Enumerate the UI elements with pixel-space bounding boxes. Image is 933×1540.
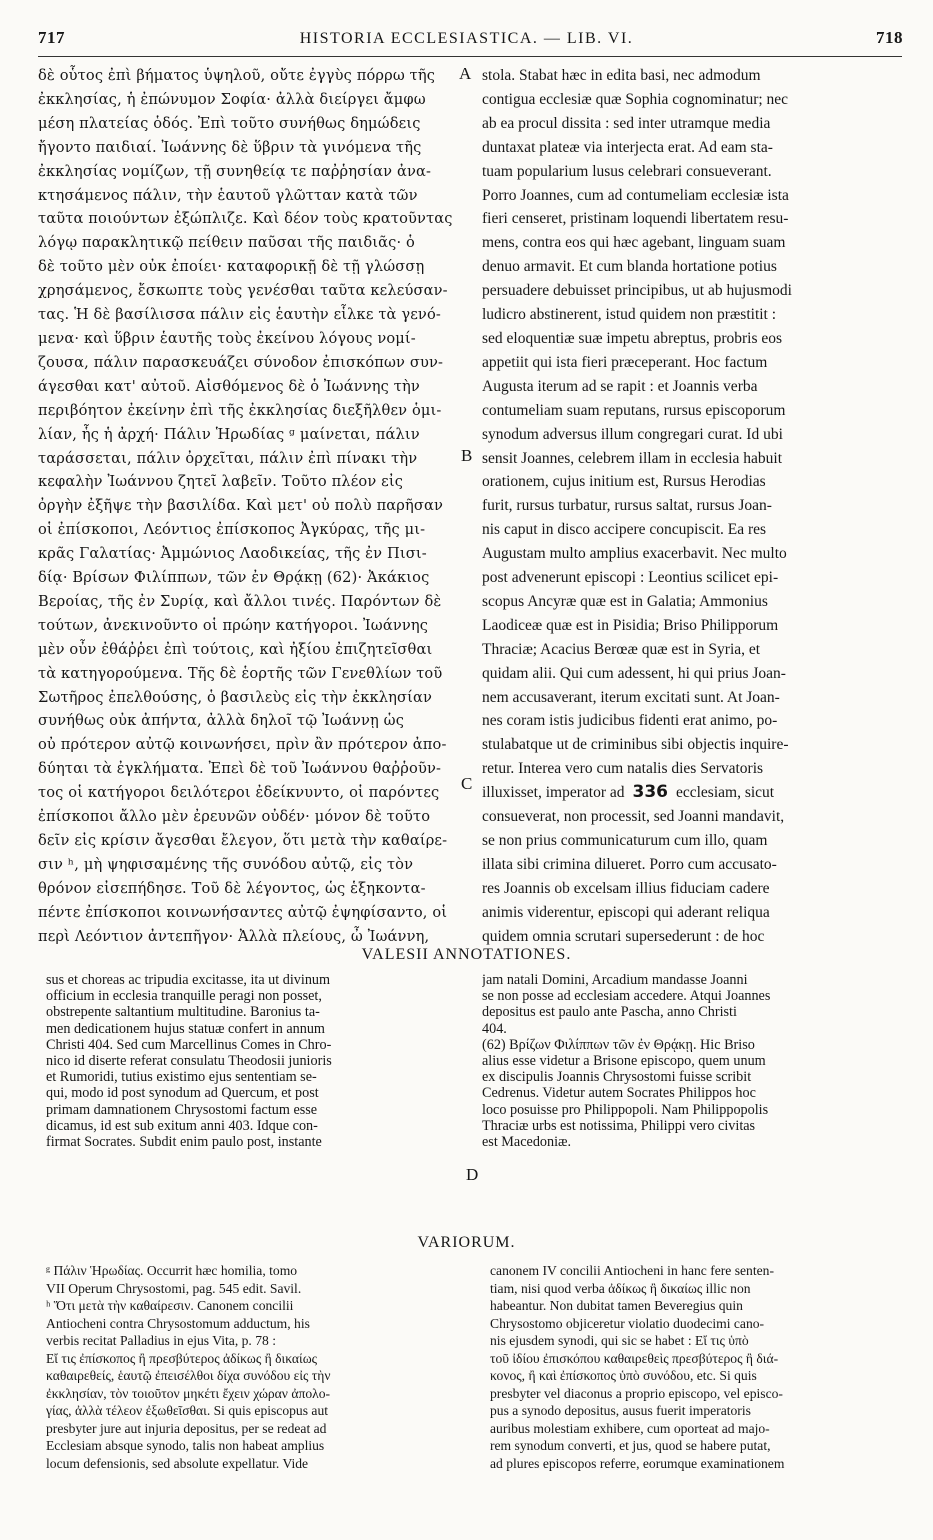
latin-line: nem accusaverant, iterum excitati sunt. At Joan- <box>482 688 780 706</box>
column-page-marker: 336 <box>632 782 668 803</box>
valesii-right-line: loco posuisse pro Philippopoli. Nam Philippopolis <box>482 1101 769 1118</box>
greek-line: κρᾶς Γαλατίας· Ἀμμώνιος Λαοδικείας, τῆς ἐν Πισι- <box>38 545 427 563</box>
valesii-left-column <box>46 972 460 1150</box>
greek-line: ὀργὴν ἐξῆψε τὴν βασιλίδα. Καὶ μετ' οὐ πολὺ παρῆσαν <box>38 497 444 515</box>
latin-line: Porro Joannes, cum ad contumeliam ecclesiæ ista <box>482 186 789 204</box>
latin-line: denuo armavit. Et cum blanda hortatione potius <box>482 258 777 276</box>
latin-line: mens, contra eos qui hæc agebant, linguam suam <box>482 234 786 252</box>
valesii-left-line: et Rumoridi, tutius existimo ejus sententiam se- <box>46 1069 317 1086</box>
latin-line: Laodiceæ quæ est in Pisidia; Briso Philipporum <box>482 616 779 634</box>
greek-line: δὲ οὗτος ἐπὶ βήματος ὑψηλοῦ, οὔτε ἐγγὺς πόρρω τῆς <box>38 67 436 84</box>
right-page-number: 718 <box>876 28 903 47</box>
valesii-left-line: nico id diserte referat consulatu Theodosii junioris <box>46 1053 332 1070</box>
variorum-right-line: ad plures episcopos referre, eorumque examinationem <box>490 1455 785 1471</box>
valesii-right-line: est Macedoniæ. <box>482 1134 572 1151</box>
latin-line: illata sibi crimina dilueret. Porro cum accusato- <box>482 855 777 873</box>
greek-line: πέντε ἐπίσκοποι κοινωνήσαντες αὐτῷ ἐψηφίσαντο, οἱ <box>38 903 448 921</box>
latin-line: ab ea procul dissita : sed inter utramque media <box>482 114 771 132</box>
latin-line: nes coram istis judicibus fidenti erat animo, po- <box>482 712 778 730</box>
greek-line: κτησάμενος πάλιν, τὴν ἑαυτοῦ γλῶτταν κατὰ τῶν <box>38 186 418 204</box>
latin-line: Augustam multo amplius exacerbavit. Nec multo <box>482 545 787 563</box>
greek-line: τὰ κατηγορούμενα. Τῆς δὲ ἑορτῆς τῶν Γενεθλίων τοῦ <box>38 664 443 682</box>
latin-line: res Joannis ob excelsam illius fiduciam cadere <box>482 879 770 897</box>
greek-line: οἱ ἐπίσκοποι, Λεόντιος ἐπίσκοπος Ἀγκύρας, τῆς μι- <box>38 521 426 539</box>
latin-line: Augusta iterum ad se rapit : et Joannis verba <box>482 377 758 395</box>
variorum-left-line: καθαιρεθείς, ἑαυτῷ ἐπεισέλθοι δίχα συνόδου εἰς τὴν <box>46 1368 331 1383</box>
variorum-right-line: κονος, ἢ καὶ ἐπίσκοπος ὑπὸ συνόδου, etc. Si quis <box>490 1368 757 1383</box>
latin-line: stulabatque ut de criminibus sibi objectis inquire- <box>482 736 789 754</box>
greek-line: Σωτῆρος ἐπελθούσης, ὁ βασιλεὺς εἰς τὴν ἐκκλησίαν <box>38 688 433 706</box>
latin-line: post advenerunt episcopi : Leontius scilicet epi- <box>482 569 779 587</box>
variorum-right-line: Chrysostomo objiceretur violatio duodecimi cano- <box>490 1315 765 1331</box>
greek-line: δίᾳ· Βρίσων Φιλίππων, τῶν ἐν Θρᾴκῃ (62)· Ἀκάκιος <box>38 569 430 587</box>
greek-line: δὲ τοῦτο μὲν οὐκ ἐποίει· καταφορικῇ δὲ τῇ γλώσσῃ <box>38 258 425 276</box>
variorum-left-line: Ecclesiam absque synodo, talis non habeat amplius <box>46 1438 325 1453</box>
left-page-number: 717 <box>38 28 65 47</box>
greek-line: συνήθως οὐκ ἀπήντα, ἀλλὰ δηλοῖ τῷ Ἰωάννῃ ὡς <box>38 712 405 730</box>
greek-line: λόγῳ παρακλητικῷ πείθειν παῦσαι τῆς παιδιᾶς· ὁ <box>38 234 415 252</box>
greek-line: δύηται τὰ ἐγκλήματα. Ἐπεὶ δὲ τοῦ Ἰωάννου θαῤῥοῦν- <box>38 760 442 778</box>
latin-line: orationem, cujus initium est, Rursus Herodias <box>482 473 766 491</box>
latin-line: duntaxat plateæ via interjecta erat. Ad eam sta- <box>482 138 773 156</box>
latin-line: furit, rursus turbatur, rursus saltat, rursus Joan- <box>482 497 772 515</box>
variorum-left-line: verbis recitat Palladius in ejus Vita, p. 78 : <box>46 1333 276 1348</box>
variorum-right-line: presbyter vel diaconus a proprio episcopo, vel episco- <box>490 1385 783 1401</box>
latin-line: nis caput in disco accipere concupiscit. Ea res <box>482 521 767 539</box>
valesii-left-line: men dedicationem hujus statuæ confert in annum <box>46 1020 325 1037</box>
latin-line: quidem omnia scrutari supersederunt : de hoc <box>482 927 765 945</box>
greek-line: δεῖν εἰς κρίσιν ἄγεσθαι ἔλεγον, ὅτι μετὰ τὴν καθαίρε- <box>38 832 448 849</box>
valesii-left-line: sus et choreas ac tripudia excitasse, ita ut divinum <box>46 972 331 988</box>
margin-letter-d: D <box>466 1165 479 1184</box>
greek-line: ταῦτα ποιούντων ἐξώπλιζε. Καὶ δέον τοὺς κρατοῦντας <box>38 210 453 228</box>
greek-line: ταράσσεται, πάλιν ὀρχεῖται, πάλιν ἐπὶ πίνακι τὴν <box>38 449 418 467</box>
latin-line: persuadere debuisset principibus, ut ab hujusmodi <box>482 282 792 300</box>
variorum-left-line: locum defensionis, sed absolute expellatur. Vide <box>46 1455 309 1471</box>
latin-line: sensit Joannes, celebrem illam in ecclesia habuit <box>482 449 782 467</box>
greek-line: μέση πλατείας ὁδός. Ἐπὶ τοῦτο συνήθως δημώδεις <box>38 114 421 132</box>
latin-line: contigua ecclesiæ quæ Sophia cognominatur; nec <box>482 90 789 108</box>
valesii-right-line: 404. <box>482 1020 507 1037</box>
greek-line: μὲν οὖν ἐθάῤῥει ἐπὶ τούτοις, καὶ ἠξίου ἐπιζητεῖσθαι <box>38 640 433 658</box>
latin-line-text: illuxisset, imperator ad <box>482 784 625 802</box>
greek-line: ζουσα, πάλιν παρασκευάζει σύνοδον ἐπισκόπων συν- <box>38 353 444 371</box>
margin-letter-b: B <box>461 446 473 465</box>
latin-line: Thraciæ; Acacius Berœæ quæ est in Syria, et <box>482 640 761 658</box>
greek-line: Βεροίας, τῆς ἐν Συρίᾳ, καὶ ἄλλοι τινές. Παρόντων δὲ <box>38 592 442 610</box>
variorum-right-line: habeantur. Non dubitat tamen Beveregius quin <box>490 1298 743 1313</box>
greek-line: θρόνον εἰσεπήδησε. Τοῦ δὲ λέγοντος, ὡς ἑξηκοντα- <box>38 879 426 897</box>
valesii-right-line: se non posse ad ecclesiam accedere. Atqui Joannes <box>482 988 771 1005</box>
variorum-right-column <box>490 1262 902 1472</box>
variorum-right-line: auribus molestiam exhibere, cum oporteat ad majo- <box>490 1420 770 1436</box>
valesii-right-line: alius esse videtur a Brisone episcopo, quem unum <box>482 1053 766 1070</box>
margin-letter-a: A <box>459 64 472 83</box>
latin-line: retur. Interea vero cum natalis dies Servatoris <box>482 760 764 778</box>
valesii-left-line: obstrepente saltantium multitudine. Baronius ta- <box>46 1004 320 1021</box>
variorum-left-line: ʰ Ὅτι μετὰ τὴν καθαίρεσιν. Canonem concilii <box>46 1298 294 1313</box>
latin-line: se non prius communicaturum cum illo, quam <box>482 832 768 849</box>
valesii-left-line: Christi 404. Sed cum Marcellinus Comes in Chro- <box>46 1036 332 1053</box>
greek-line: ἤγοντο παιδιαί. Ἰωάννης δὲ ὕβριν τὰ γινόμενα τῆς <box>38 138 422 156</box>
greek-line: άγεσθαι κατ' αὐτοῦ. Αἰσθόμενος δὲ ὁ Ἰωάννης τὴν <box>38 377 420 395</box>
variorum-left-line: Antiocheni contra Chrysostomum adductum, his <box>46 1315 310 1331</box>
valesii-right-line: Thraciæ urbs est notissima, Philippi vero civitas <box>482 1117 756 1134</box>
latin-line: sed eloquentiæ suæ impetu abreptus, probris eos <box>482 329 783 347</box>
variorum-right-line: tiam, nisi quod verba ἀδίκως ἢ δικαίως illic non <box>490 1280 751 1296</box>
valesii-right-line: Cedrenus. Videtur autem Socrates Philippos hoc <box>482 1085 756 1102</box>
latin-line: quidam alii. Qui cum adessent, hi qui prius Joan- <box>482 664 786 682</box>
greek-line: ἐκκλησίας, ἡ ἐπώνυμον Σοφία· ἀλλὰ διείργει ἄμφω <box>38 90 426 108</box>
running-title: HISTORIA ECCLESIASTICA. — LIB. VI. <box>299 30 634 47</box>
greek-line: τος οἱ κατήγοροι δειλότεροι ἐδείκνυντο, οἱ παρόντες <box>38 784 440 802</box>
valesii-left-line: dicamus, id est sub exitum anni 403. Idque con- <box>46 1117 318 1134</box>
valesii-left-line: primam damnationem Chrysostomi factum esse <box>46 1101 318 1118</box>
greek-line: κεφαλὴν Ἰωάννου ζητεῖ λαβεῖν. Τοῦτο πλέον εἰς <box>38 473 404 491</box>
latin-line: fieri censeret, pristinam loquendi libertatem resu- <box>482 210 789 228</box>
variorum-left-line: ἐκκλησίαν, τὸν τοιοῦτον μηκέτι ἔχειν χώραν ἀπολο- <box>46 1385 331 1401</box>
greek-line: περιβόητον ἐκείνην ἐπὶ τῆς ἐκκλησίας διεξῆλθεν ὁμι- <box>38 401 442 419</box>
variorum-right-line: canonem IV concilii Antiocheni in hanc fere senten- <box>490 1263 774 1278</box>
header-rule <box>38 56 902 57</box>
greek-line: οὐ πρότερον αὐτῷ κοινωνήσει, πρὶν ἂν πρότερον ἀπο- <box>38 736 447 754</box>
latin-line: animis viderentur, episcopi qui aderant reliqua <box>482 903 770 921</box>
variorum-left-line: γίας, ἀλλὰ τέλεον ἐξωθεῖσθαι. Si quis episcopus aut <box>46 1403 329 1418</box>
latin-line: stola. Stabat hæc in edita basi, nec admodum <box>482 67 761 84</box>
valesii-right-line: (62) Βρίζων Φιλίππων τῶν ἐν Θρᾴκῃ. Hic Briso <box>482 1036 755 1053</box>
latin-line: appetiit qui ista fieri præceperant. Hoc factum <box>482 353 768 371</box>
variorum-right-line: rem synodum converti, et jus, quod se habere putat, <box>490 1438 771 1453</box>
greek-line: λίαν, ἧς ἡ ἀρχή· Πάλιν Ἡρωδίας ᵍ μαίνεται, πάλιν <box>38 425 420 443</box>
valesii-right-line: ex discipulis Joannis Chrysostomi fuisse scribit <box>482 1069 752 1086</box>
valesii-right-column <box>482 972 902 1150</box>
variorum-right-line: τοῦ ἰδίου ἐπισκόπου καθαιρεθεὶς πρεσβύτερος ἢ διά- <box>490 1350 779 1366</box>
latin-line: tuam popularium lusus celebrari consueverant. <box>482 162 772 180</box>
greek-line: περὶ Λεόντιον ἀντεπῆγον· Ἀλλὰ πλείους, ὦ Ἰωάννη, <box>38 927 430 945</box>
variorum-left-line: ᵍ Πάλιν Ἡρωδίας. Occurrit hæc homilia, tomo <box>46 1263 298 1278</box>
latin-line: synodum adversus illum congregari curat. Id ubi <box>482 425 783 443</box>
valesii-left-line: firmat Socrates. Subdit enim paulo post, instante <box>46 1134 322 1151</box>
valesii-right-line: depositus est paulo ante Pascha, anno Christi <box>482 1004 737 1021</box>
greek-line: μενα· καὶ ὕβριν ἑαυτῆς τοὺς ἐκείνου λόγους νομί- <box>38 329 416 347</box>
variorum-left-column <box>46 1262 464 1472</box>
latin-line: scopus Ancyræ quæ est in Galatia; Ammonius <box>482 592 768 610</box>
greek-text-column <box>38 64 456 949</box>
greek-line: σιν ʰ, μὴ ψηφισαμένης τῆς συνόδου αὐτῷ, εἰς τὸν <box>38 855 414 873</box>
variorum-left-line: VII Operum Chrysostomi, pag. 545 edit. Savil. <box>46 1280 302 1296</box>
valesii-left-line: officium in ecclesia tranquille peragi non posset, <box>46 988 322 1005</box>
valesii-right-line: jam natali Domini, Arcadium mandasse Joanni <box>482 972 748 988</box>
latin-line: consueverat, non processit, sed Joanni mandavit, <box>482 808 785 826</box>
greek-line: ἐπίσκοποι ἄλλο μὲν ἐρευνῶν οὐδέν· μόνον δὲ τοῦτο <box>38 808 431 826</box>
valesii-left-line: qui, modo id post synodum ad Quercum, et post <box>46 1085 319 1102</box>
greek-line: χρησάμενος, ἔσκωπτε τοὺς γενέσθαι ταῦτα κελεύσαν- <box>38 282 448 300</box>
greek-line: τας. Ἡ δὲ βασίλισσα πάλιν εἰς ἑαυτὴν εἷλκε τὰ γενό- <box>38 306 441 324</box>
latin-line <box>482 781 902 805</box>
variorum-title: VARIORUM. <box>417 1234 516 1251</box>
variorum-right-line: pus a synodo depositus, ausus fuerit imperatoris <box>490 1403 751 1418</box>
variorum-left-line: presbyter jure aut injuria depositus, per se redeat ad <box>46 1420 327 1436</box>
greek-line: ἐκκλησίας νομίζων, τῇ συνηθείᾳ τε παῤῥησίαν ἀνα- <box>38 162 432 180</box>
variorum-right-line: nis ejusdem synodi, qui sic se habet : Εἴ τις ὑπὸ <box>490 1333 749 1348</box>
latin-text-column <box>482 64 902 949</box>
margin-letter-c: C <box>461 774 473 793</box>
latin-line-text: ecclesiam, sicut <box>675 784 775 802</box>
valesii-title: VALESII ANNOTATIONES. <box>361 946 572 963</box>
variorum-left-line: Εἴ τις ἐπίσκοπος ἢ πρεσβύτερος ἀδίκως ἢ δικαίως <box>46 1350 318 1366</box>
greek-line: τούτων, ἀνεκινοῦντο οἱ πρώην κατήγοροι. Ἰωάννης <box>38 616 429 634</box>
latin-line: contumeliam suam reputans, rursus episcoporum <box>482 401 786 419</box>
latin-line: ludicro abstinerent, istud quidem non præstitit : <box>482 306 777 324</box>
